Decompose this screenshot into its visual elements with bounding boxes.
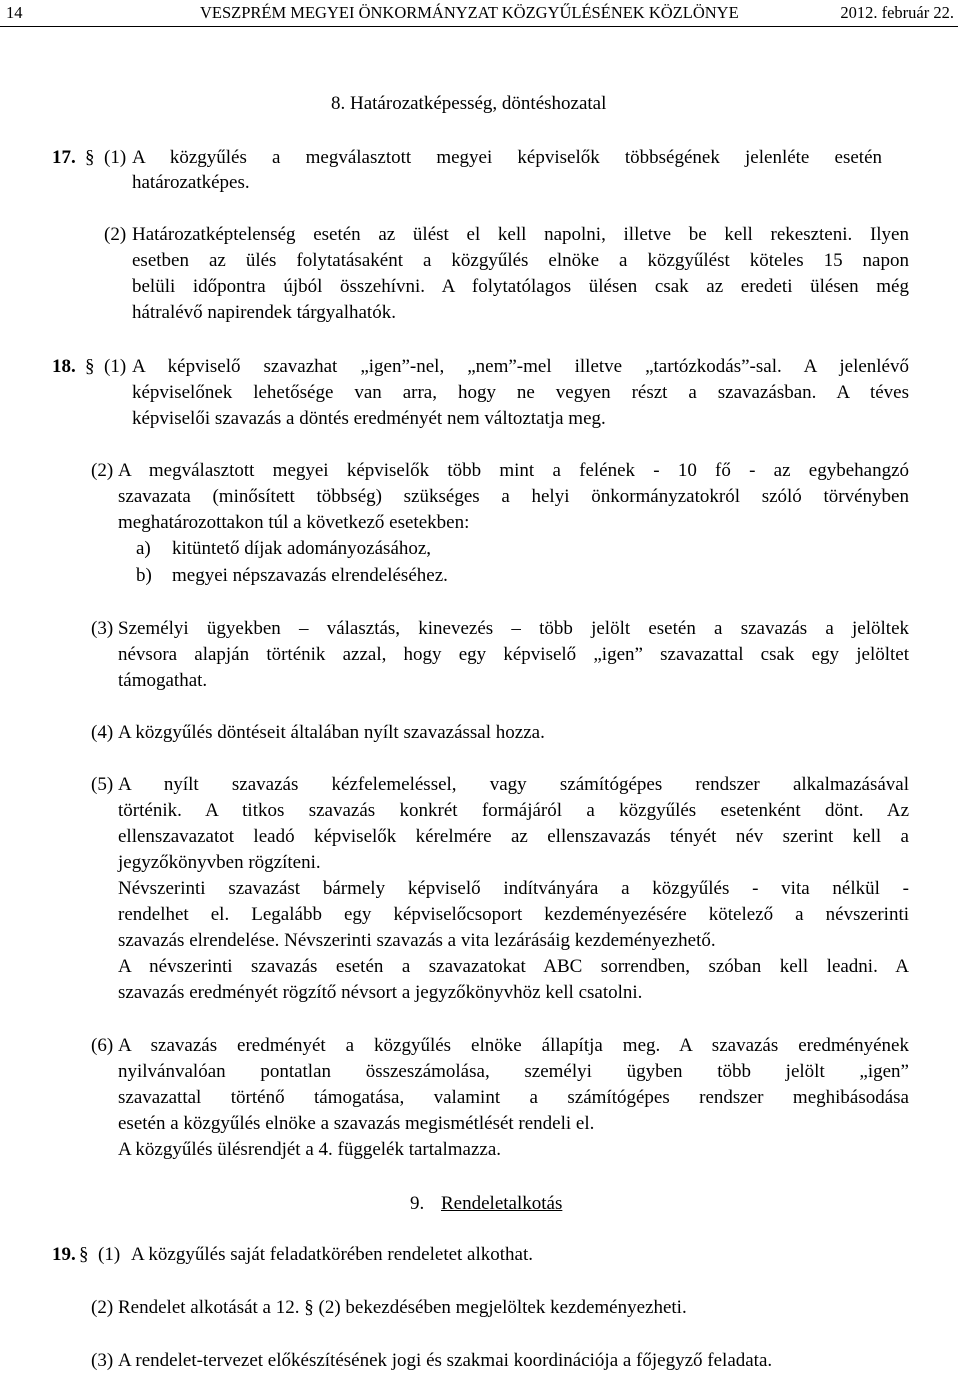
text-line: képviselői szavazás a döntés eredményét nem változtatja meg. <box>132 408 606 429</box>
text-line: Rendelet alkotását a 12. § (2) bekezdésében megjelöltek kezdeményezheti. <box>118 1297 687 1318</box>
text-line: Határozatképtelenség esetén az ülést el kell napolni, illetve be kell rekeszteni. Ilyen <box>132 224 909 245</box>
list-item: kitüntető díjak adományozásához, <box>172 538 432 559</box>
text-line: A nyílt szavazás kézfelemeléssel, vagy számítógépes rendszer alkalmazásával <box>118 774 909 795</box>
text-line: történik. A titkos szavazás konkrét formájáról a közgyűlés esetenként dönt. Az <box>118 800 909 821</box>
text-line: támogathat. <box>118 670 208 691</box>
text-line: nyilvánvalóan pontatlan összeszámolása, személyi ügyben több jelölt „igen” <box>118 1061 909 1082</box>
section-number: 9. <box>410 1193 425 1214</box>
header-rule <box>0 26 958 27</box>
paragraph-number: 17. <box>52 147 76 168</box>
page-number: 14 <box>6 3 23 22</box>
list-item-label: b) <box>136 565 152 586</box>
text-line: rendelhet el. Legalább egy képviselőcsoport kezdeményezésére kötelező a névszerinti <box>118 904 909 925</box>
section-heading-8: 8. Határozatképesség, döntéshozatal <box>331 93 607 114</box>
text-line: Névszerinti szavazást bármely képviselő indítványára a közgyűlés - vita nélkül - <box>118 878 909 899</box>
text-line: A közgyűlés a megválasztott megyei képviselők többségének jelenléte esetén <box>132 147 882 168</box>
text-line: meghatározottakon túl a következő esetekben: <box>118 512 470 533</box>
subsection-label: (5) <box>91 774 114 795</box>
text-line: hátralévő napirendek tárgyalhatók. <box>132 302 396 323</box>
text-line: A közgyűlés saját feladatkörében rendeletet alkothat. <box>131 1244 534 1265</box>
text-line: jegyzőkönyvben rögzíteni. <box>118 852 321 873</box>
section-mark: § <box>85 356 95 377</box>
text-line: ellenszavazatot leadó képviselők kérelmére az ellenszavazás tényét név szerint kell a <box>118 826 909 847</box>
issue-date: 2012. február 22. <box>840 3 954 22</box>
subsection-label: (2) <box>91 460 114 481</box>
text-line: A közgyűlés döntéseit általában nyílt szavazással hozza. <box>118 722 545 743</box>
gazette-title: VESZPRÉM MEGYEI ÖNKORMÁNYZAT KÖZGYŰLÉSÉNEK KÖZLÖNYE <box>200 3 739 22</box>
text-line: esetén a közgyűlés elnöke a szavazás megismétlését rendeli el. <box>118 1113 595 1134</box>
subsection-label: (2) <box>104 224 127 245</box>
text-line: határozatképes. <box>132 172 250 193</box>
page-header <box>0 0 960 26</box>
subsection-label: (1) <box>98 1244 121 1265</box>
text-line: esetben az ülés folytatásaként a közgyűlés elnöke a közgyűlést köteles 15 napon <box>132 250 909 271</box>
text-line: A megválasztott megyei képviselők több mint a felének - 10 fő - az egybehangzó <box>118 460 909 481</box>
text-line: A közgyűlés ülésrendjét a 4. függelék tartalmazza. <box>118 1139 502 1160</box>
text-line: szavazattal történő támogatása, valamint a számítógépes rendszer meghibásodása <box>118 1087 909 1108</box>
text-line: képviselőnek lehetősége van arra, hogy ne vegyen részt a szavazásban. A téves <box>132 382 909 403</box>
subsection-label: (4) <box>91 722 114 743</box>
section-title: Rendeletalkotás <box>441 1193 563 1214</box>
section-mark: § <box>79 1244 89 1265</box>
text-line: névsora alapján történik azzal, hogy egy képviselő „igen” szavazattal csak egy jelöltet <box>118 644 909 665</box>
text-line: szavazás elrendelése. Névszerinti szavazás a vita lezárásáig kezdeményezhető. <box>118 930 716 951</box>
list-item: megyei népszavazás elrendeléséhez. <box>172 565 448 586</box>
text-line: A névszerinti szavazás esetén a szavazatokat ABC sorrendben, szóban kell leadni. A <box>118 956 909 977</box>
subsection-label: (3) <box>91 1350 114 1371</box>
text-line: belüli időpontra újból összehívni. A folytatólagos ülésen csak az eredeti ülésen még <box>132 276 909 297</box>
subsection-label: (3) <box>91 618 114 639</box>
text-line: szavazata (minősített többség) szükséges a helyi önkormányzatokról szóló törvényben <box>118 486 909 507</box>
list-item-label: a) <box>136 538 151 559</box>
section-mark: § <box>85 147 95 168</box>
paragraph-number: 19. <box>52 1244 76 1265</box>
text-line: szavazás eredményét rögzítő névsort a jegyzőkönyvhöz kell csatolni. <box>118 982 643 1003</box>
subsection-label: (6) <box>91 1035 114 1056</box>
paragraph-number: 18. <box>52 356 76 377</box>
text-line: A rendelet-tervezet előkészítésének jogi és szakmai koordinációja a főjegyző feladata. <box>118 1350 773 1371</box>
subsection-label: (1) <box>104 356 127 377</box>
text-line: Személyi ügyekben – választás, kinevezés – több jelölt esetén a szavazás a jelöltek <box>118 618 909 639</box>
subsection-label: (2) <box>91 1297 114 1318</box>
text-line: A szavazás eredményét a közgyűlés elnöke állapítja meg. A szavazás eredményének <box>118 1035 909 1056</box>
text-line: A képviselő szavazhat „igen”-nel, „nem”-mel illetve „tartózkodás”-sal. A jelenlévő <box>132 356 909 377</box>
subsection-label: (1) <box>104 147 127 168</box>
